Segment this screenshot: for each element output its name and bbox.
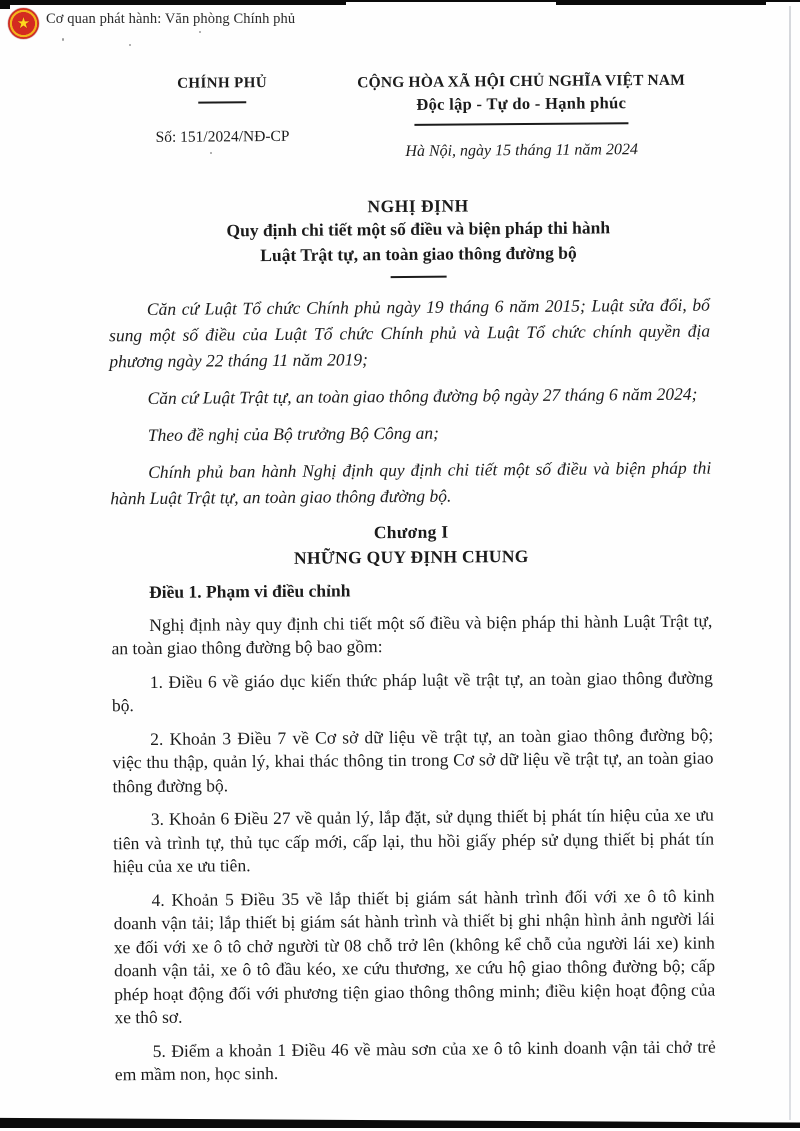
document-type: NGHỊ ĐỊNH <box>367 195 469 217</box>
document-body <box>109 292 716 1097</box>
chapter-heading <box>111 518 712 573</box>
chapter-number: Chương I <box>373 521 449 543</box>
divider <box>391 276 447 278</box>
article-heading: Điều 1. Phạm vi điều chỉnh <box>149 580 351 602</box>
place-and-date: Hà Nội, ngày 15 tháng 11 năm 2024 <box>405 141 639 160</box>
preamble-paragraph: Theo đề nghị của Bộ trưởng Bộ Công an; <box>147 422 440 445</box>
body-paragraph: 1. Điều 6 về giáo dục kiến thức pháp luật về trật tự, an toàn giao thông đường bộ. <box>111 667 713 716</box>
document-title-block <box>58 193 779 281</box>
document-header-left <box>123 75 322 148</box>
body-paragraph: 5. Điểm a khoản 1 Điều 46 về màu sơn của xe ô tô kinh doanh vận tải chở trẻ em mầm non, học sinh. <box>114 1036 716 1085</box>
preamble-paragraph: Chính phủ ban hành Nghị định quy định chi tiết một số điều và biện pháp thi hành Luật Trật tự, an toàn giao thông đường bộ. <box>110 457 712 509</box>
national-motto-line1: CỘNG HÒA XÃ HỘI CHỦ NGHĨA VIỆT NAM <box>357 71 686 92</box>
divider <box>414 122 628 126</box>
national-motto-line2: Độc lập - Tự do - Hạnh phúc <box>416 93 627 114</box>
issuing-agency-label: Cơ quan phát hành: Văn phòng Chính phủ <box>46 11 296 27</box>
document-header-right <box>330 72 713 162</box>
document-subtitle-line1: Quy định chi tiết một số điều và biện pháp thi hành <box>226 217 611 241</box>
document-number: Số: 151/2024/NĐ-CP <box>155 127 290 146</box>
body-paragraph: 4. Khoản 5 Điều 35 về lắp thiết bị giám sát hành trình đối với xe ô tô kinh doanh vận tải; lắp thiết bị giám sát hành trình và thiết bị ghi nhận hình ảnh người lái xe đối với xe ô tô chở người từ 08 chỗ trở lên (không kể chỗ của người lái xe) kinh doanh vận tải, xe ô tô đầu kéo, xe cứu thương, xe cứu hộ giao thông đường bộ; cấp phép hoạt động đối với phương tiện giao thông thông minh; điều kiện hoạt động của xe thô sơ. <box>113 885 716 1028</box>
preamble-paragraph: Căn cứ Luật Tổ chức Chính phủ ngày 19 tháng 6 năm 2015; Luật sửa đổi, bổ sung một số điều của Luật Tổ chức Chính phủ và Luật Tổ chức chính quyền địa phương ngày 22 tháng 11 năm 2019; <box>109 294 711 372</box>
body-paragraph: 2. Khoản 3 Điều 7 về Cơ sở dữ liệu về trật tự, an toàn giao thông đường bộ; việc thu thập, quản lý, khai thác thông tin trong Cơ sở dữ liệu về trật tự, an toàn giao thông đường bộ. <box>112 724 714 796</box>
issuer-name: CHÍNH PHỦ <box>177 75 268 92</box>
preamble-paragraph: Căn cứ Luật Trật tự, an toàn giao thông đường bộ ngày 27 tháng 6 năm 2024; <box>147 383 698 408</box>
body-paragraph: Nghị định này quy định chi tiết một số điều và biện pháp thi hành Luật Trật tự, an toàn giao thông đường bộ bao gồm: <box>111 610 713 659</box>
divider <box>198 101 246 103</box>
document-subtitle-line2: Luật Trật tự, an toàn giao thông đường bộ <box>260 242 577 266</box>
chapter-title: NHỮNG QUY ĐỊNH CHUNG <box>293 545 529 568</box>
star-icon: ★ <box>16 13 31 32</box>
body-paragraph: 3. Khoản 6 Điều 27 về quản lý, lắp đặt, sử dụng thiết bị phát tín hiệu của xe ưu tiên và trình tự, thủ tục cấp mới, cấp lại, thu hồi giấy phép sử dụng thiết bị phát tín hiệu của xe ưu tiên. <box>112 804 715 877</box>
